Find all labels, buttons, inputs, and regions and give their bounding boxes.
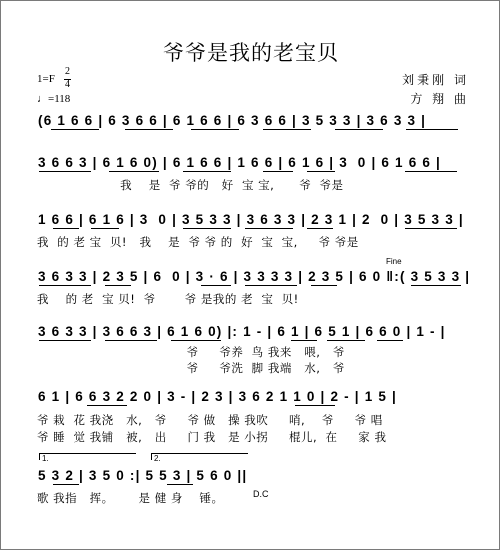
dc-mark: D.C [253, 489, 269, 499]
key-signature: 1=F [37, 73, 55, 85]
beam-line [335, 129, 383, 130]
lyric-line: 爷 睡 觉 我铺 被, 出 门 我 是 小拐 棍儿, 在 家 我 [37, 430, 387, 444]
lyric-line: 爷 爷养 鸟 我来 喂, 爷 [37, 345, 345, 359]
beam-line [405, 171, 457, 172]
beam-line [307, 228, 333, 229]
beam-line [245, 285, 297, 286]
beam-line [39, 340, 91, 341]
tempo-mark: ♩=118 [37, 93, 71, 105]
beam-line [307, 171, 335, 172]
beam-line [39, 171, 91, 172]
lyric-line: 我 是 爷 爷的 好 宝 宝, 爷 爷是 [37, 178, 344, 192]
first-ending-label: 1. [42, 454, 49, 463]
beam-line [295, 405, 335, 406]
beam-line [183, 171, 231, 172]
notation-row-3: 1 6 6 | 6 1 6 | 3 0 | 3 5 3 3 | 3 6 3 3 | 2 3 1 | 2 0 | 3 5 3 3 | [38, 212, 464, 227]
beam-line [167, 484, 193, 485]
beam-line [183, 228, 231, 229]
beam-line [311, 285, 337, 286]
notation-row-2: 3 6 6 3 | 6 1 6 0) | 6 1 6 6 | 1 6 6 | 6 1 6 | 3 0 | 6 1 6 6 | [38, 155, 442, 170]
beam-line [171, 340, 221, 341]
second-ending-bracket [151, 453, 248, 460]
beam-line [91, 228, 119, 229]
beam-line [39, 285, 91, 286]
notation-row-5: 3 6 3 3 | 3 6 6 3 | 6 1 6 0) |: 1 - | 6 1 | 6 5 1 | 6 6 0 | 1 - | [38, 324, 446, 339]
first-ending-bracket [39, 453, 136, 460]
notation-row-7: 5 3 2 | 3 5 0 :| 5 5 3 | 5 6 0 || [38, 468, 248, 483]
notation-row-1: (6 1 6 6 | 6 3 6 6 | 6 1 6 6 | 6 3 6 6 | 3 5 3 3 | 3 6 3 3 | [38, 113, 427, 128]
beam-line [191, 129, 239, 130]
beam-line [411, 285, 461, 286]
beam-line [105, 285, 131, 286]
beam-line [291, 340, 317, 341]
beam-line [105, 340, 157, 341]
beam-line [263, 129, 311, 130]
beam-line [327, 340, 365, 341]
lyric-line: 我 的 老 宝 贝! 爷 爷 是我的 老 宝 贝! [37, 292, 299, 306]
notation-row-6: 6 1 | 6 6 3 2 2 0 | 3 - | 2 3 | 3 6 2 1 1 0 | 2 - | 1 5 | [38, 389, 398, 404]
lyricist-credit: 刘秉刚 词 [402, 73, 469, 87]
beam-line [125, 129, 173, 130]
beam-line [406, 129, 458, 130]
beam-line [405, 228, 457, 229]
beam-line [51, 129, 99, 130]
composer-credit: 方 翔 曲 [410, 92, 469, 106]
time-signature-top: 2 [65, 66, 70, 77]
time-signature-bottom: 4 [65, 79, 70, 90]
fine-mark: Fine [386, 257, 402, 266]
lyric-line: 我 的 老 宝 贝! 我 是 爷 爷 的 好 宝 宝, 爷 爷是 [37, 235, 359, 249]
beam-line [245, 228, 293, 229]
page-title: 爷爷是我的老宝贝 [163, 41, 339, 65]
second-ending-label: 2. [154, 454, 161, 463]
beam-line [53, 484, 79, 485]
lyric-line: 歌 我指 挥。 是 健 身 锤。 [37, 491, 224, 505]
beam-line [201, 285, 231, 286]
beam-line [87, 405, 127, 406]
notation-row-4: 3 6 3 3 | 2 3 5 | 6 0 | 3 · 6 | 3 3 3 3 | 2 3 5 | 6 0 ‖:( 3 5 3 3 | [38, 269, 471, 284]
lyric-line: 爷 爷洗 脚 我端 水, 爷 [37, 361, 345, 375]
beam-line [263, 171, 293, 172]
beam-line [109, 171, 159, 172]
beam-line [53, 228, 79, 229]
lyric-line: 爷 栽 花 我浇 水, 爷 爷 做 操 我吹 哨, 爷 爷 唱 [37, 413, 383, 427]
beam-line [377, 340, 403, 341]
